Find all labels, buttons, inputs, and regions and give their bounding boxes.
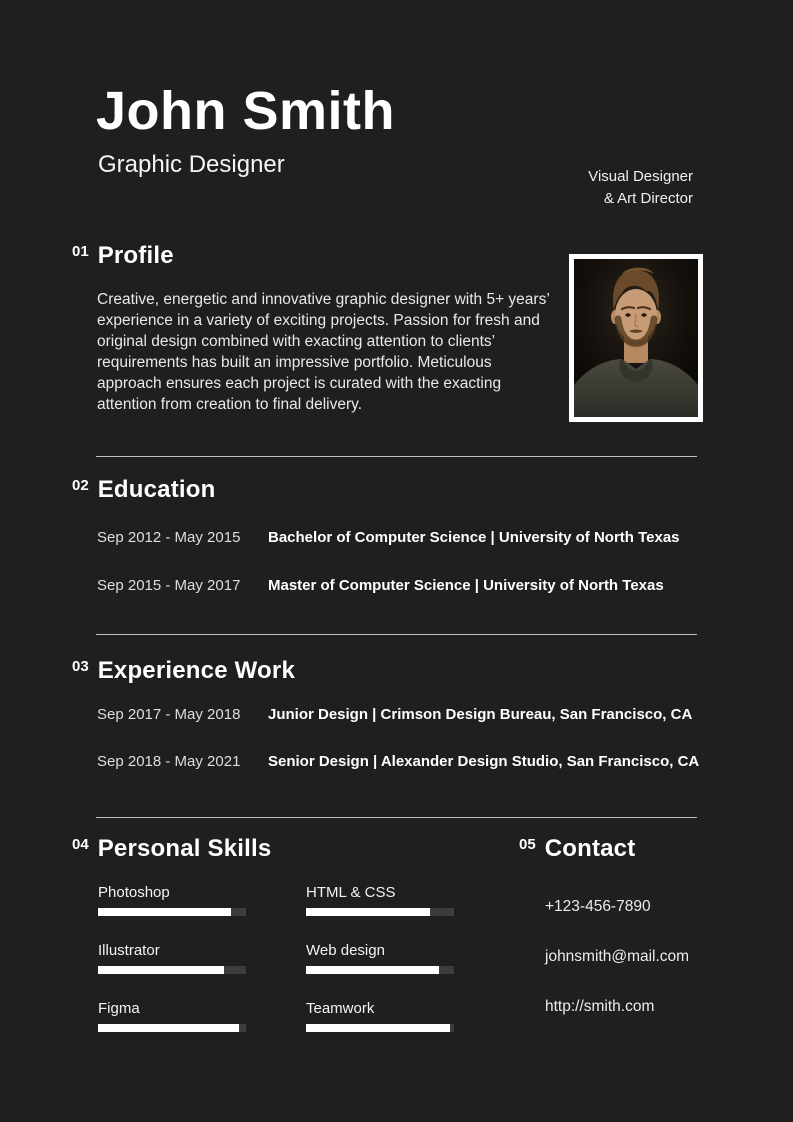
contact-items [545,897,689,1047]
skill-bar-fill [306,908,430,916]
skill-bar [98,1024,246,1032]
education-section-heading [72,476,216,504]
skill-label: Teamwork [306,1000,375,1017]
skill-item [306,942,456,974]
section-title: Experience Work [97,657,295,684]
contact-email: johnsmith@mail.com [545,948,690,965]
tagline-line-2: & Art Director [603,189,693,207]
education-row [97,576,664,596]
skills-column-1 [98,884,248,1058]
skill-bar [306,966,454,974]
skill-item [306,1000,456,1032]
skills-section-heading [72,835,271,863]
person-role: Graphic Designer [98,151,285,178]
section-divider [96,456,697,457]
section-title: Profile [97,242,174,269]
section-divider [96,634,697,635]
header-tagline [588,166,693,209]
skill-label: Figma [98,1000,140,1017]
section-number: 03 [72,658,89,675]
skill-item [98,942,248,974]
row-dates: Sep 2015 - May 2017 [97,577,241,594]
skill-bar [98,908,246,916]
skill-label: HTML & CSS [306,884,396,901]
tagline-line-1: Visual Designer [588,168,693,185]
skill-bar-fill [98,966,224,974]
section-title: Personal Skills [97,835,272,862]
row-description: Master of Computer Science | University of North Texas [268,577,664,594]
section-number: 01 [72,243,89,260]
profile-section-heading [72,242,174,270]
skill-bar-fill [306,966,439,974]
section-number: 02 [72,477,89,494]
row-dates: Sep 2012 - May 2015 [97,529,241,546]
skill-bar [98,966,246,974]
contact-phone: +123-456-7890 [545,898,651,915]
education-row [97,528,680,548]
skill-label: Photoshop [98,884,170,901]
skill-bar-fill [98,1024,239,1032]
row-dates: Sep 2017 - May 2018 [97,706,241,723]
section-title: Education [97,476,216,503]
skill-label: Illustrator [98,942,160,959]
row-description: Junior Design | Crimson Design Bureau, San Francisco, CA [268,706,693,723]
portrait-photo [569,254,703,422]
profile-paragraph: Creative, energetic and innovative graphic designer with 5+ years’ experience in a variety of exciting projects. Passion for fresh and original design combined with exacting attention to clients’ requirements has built an impressive portfolio. Meticulous approach ensures each project is curated with the exacting attention from creation to final delivery. [97,291,550,413]
skill-bar-fill [306,1024,450,1032]
person-name: John Smith [96,81,395,141]
section-number: 04 [72,836,89,853]
row-description: Bachelor of Computer Science | University of North Texas [268,529,680,546]
skills-column-2 [306,884,456,1058]
experience-section-heading [72,657,295,685]
skill-bar [306,908,454,916]
section-title: Contact [544,835,636,862]
portrait-illustration [574,259,698,417]
skill-item [98,884,248,916]
contact-section-heading [519,835,635,863]
skill-item [98,1000,248,1032]
skill-bar [306,1024,454,1032]
row-dates: Sep 2018 - May 2021 [97,753,241,770]
experience-row [97,705,692,725]
section-divider [96,817,697,818]
section-number: 05 [519,836,536,853]
contact-website: http://smith.com [545,998,655,1015]
skill-bar-fill [98,908,231,916]
experience-row [97,752,699,772]
skill-label: Web design [306,942,385,959]
skill-item [306,884,456,916]
row-description: Senior Design | Alexander Design Studio, San Francisco, CA [268,753,700,770]
